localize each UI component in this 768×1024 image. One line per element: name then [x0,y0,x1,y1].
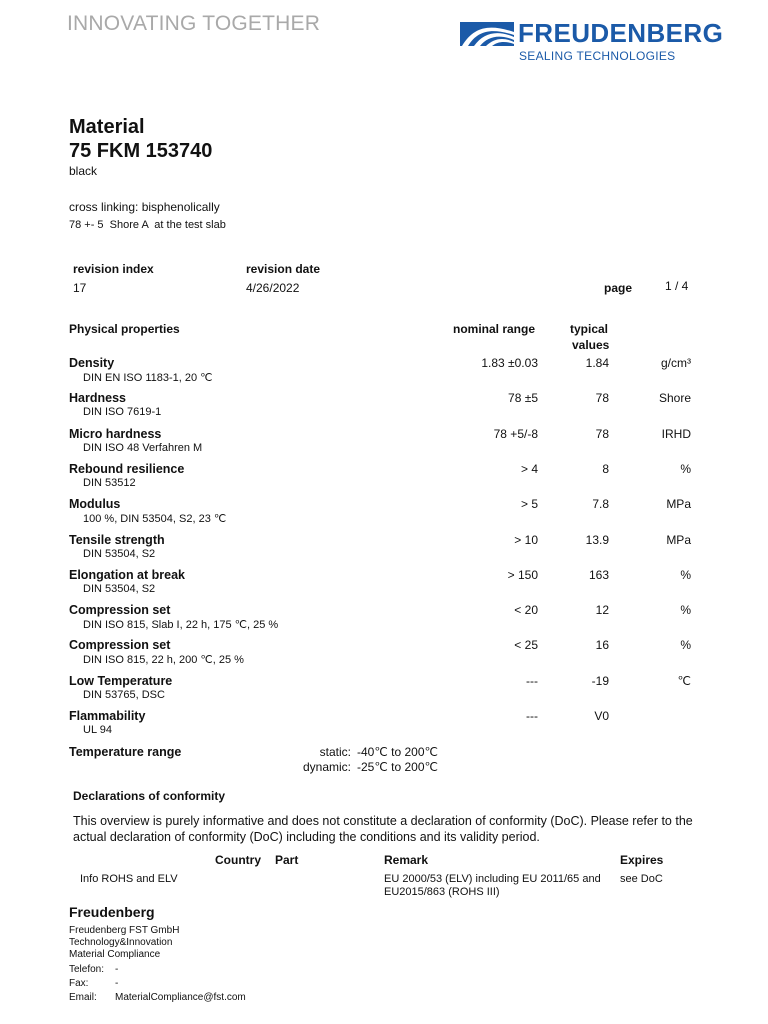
property-nominal: > 5 [520,497,538,512]
property-name: Density [69,356,115,370]
col-expires: Expires [620,853,664,867]
property-standard: DIN ISO 48 Verfahren M [83,441,203,454]
property-name: Elongation at break [69,567,185,582]
footer-email-label: Email: [69,992,97,1003]
property-standard: 100 %, DIN 53504, S2, 23 ℃ [83,513,227,526]
property-typical: 13.9 [585,532,609,547]
property-unit: % [680,461,691,476]
conformity-title: Declarations of conformity [73,789,226,803]
footer-tel-value: - [115,964,119,975]
property-nominal: > 4 [520,461,538,476]
physical-properties-title: Physical properties [69,322,180,336]
hardness-note: 78 +- 5 Shore A at the test slab [69,219,226,231]
revision-date-value: 4/26/2022 [246,281,300,295]
conformity-row-label: Info ROHS and ELV [80,873,178,885]
footer-fax-value: - [115,978,119,989]
nominal-range-header: nominal range [453,322,536,336]
temp-static-value: -40℃ to 200℃ [357,745,438,759]
property-typical: 12 [595,603,609,618]
property-unit: Shore [658,391,691,406]
property-standard: DIN ISO 815, 22 h, 200 ℃, 25 % [83,654,244,667]
page-label: page [604,281,633,295]
temperature-range-label: Temperature range [69,745,182,759]
property-unit: MPa [666,532,691,547]
property-typical: 78 [595,391,609,406]
property-standard: DIN 53504, S2 [83,582,156,595]
footer-line1: Freudenberg FST GmbH [69,925,180,936]
property-standard: DIN EN ISO 1183-1, 20 ℃ [83,372,213,384]
property-nominal: < 25 [514,638,538,653]
property-nominal: > 10 [514,532,538,547]
property-standard: DIN ISO 815, Slab I, 22 h, 175 ℃, 25 % [83,619,279,632]
property-name: Compression set [69,638,171,653]
cross-linking: cross linking: bisphenolically [69,200,220,214]
property-unit: % [680,603,691,618]
brand-name: FREUDENBERG [518,18,724,48]
property-standard: DIN ISO 7619-1 [83,406,162,419]
property-unit: % [680,567,691,582]
property-name: Modulus [69,497,121,512]
property-name: Hardness [69,391,126,406]
tagline: INNOVATING TOGETHER [67,12,321,35]
property-name: Compression set [69,603,171,618]
temp-dynamic-label: dynamic: [302,760,351,774]
conformity-text: This overview is purely informative and does not constitute a declaration of conformity (DoC). Please refer to the actual declaration of conformity (DoC) including the conditions and its validity period. [73,814,693,844]
property-unit: IRHD [661,426,691,441]
property-typical: 163 [588,567,609,582]
property-typical: -19 [591,673,609,688]
property-typical: 7.8 [592,497,609,512]
revision-index-value: 17 [73,281,87,295]
property-nominal: --- [526,673,538,688]
property-standard: UL 94 [83,724,112,736]
property-name: Micro hardness [69,426,162,441]
freudenberg-logo-icon [460,22,514,46]
property-name: Low Temperature [69,673,173,688]
footer-tel-label: Telefon: [69,964,105,975]
material-color: black [69,164,98,178]
property-typical: 16 [595,638,609,653]
property-standard: DIN 53512 [83,476,136,489]
property-nominal: 78 ±5 [508,391,538,406]
footer-address [69,925,179,961]
col-remark: Remark [384,853,429,867]
material-label: Material [69,116,145,138]
footer-line3: Material Compliance [69,949,161,960]
property-nominal: > 150 [507,567,538,582]
typical-values-header-line1: typical [570,322,609,336]
property-nominal: --- [526,709,538,723]
property-typical: 1.84 [585,356,609,370]
col-part: Part [275,853,299,867]
material-code: 75 FKM 153740 [69,140,213,162]
property-standard: DIN 53765, DSC [83,688,165,701]
temp-static-label: static: [319,745,351,759]
conformity-row-expires: see DoC [620,873,663,885]
typical-values-header-line2: values [572,338,610,352]
property-unit: % [680,638,691,653]
temp-dynamic-value: -25℃ to 200℃ [357,760,438,774]
footer-line2: Technology&Innovation [69,937,173,948]
footer-fax-label: Fax: [69,978,89,989]
property-nominal: < 20 [514,603,538,618]
property-typical: V0 [594,709,609,723]
property-unit: g/cm³ [661,356,691,370]
property-name: Flammability [69,709,146,723]
property-nominal: 1.83 ±0.03 [481,356,538,370]
revision-date-label: revision date [246,262,321,276]
property-nominal: 78 +5/-8 [493,426,538,441]
brand-subtitle: SEALING TECHNOLOGIES [519,49,676,63]
conformity-row-remark: EU 2000/53 (ELV) including EU 2011/65 and EU2015/863 (ROHS III) [384,873,601,898]
property-standard: DIN 53504, S2 [83,547,156,560]
page-value: 1 / 4 [665,279,689,293]
property-unit: ℃ [677,673,691,688]
property-name: Rebound resilience [69,461,185,476]
col-country: Country [215,853,261,867]
property-unit: MPa [666,497,691,512]
footer-email-value[interactable]: MaterialCompliance@fst.com [115,992,246,1003]
footer-company: Freudenberg [69,904,155,920]
property-typical: 8 [602,461,609,476]
freudenberg-logo [460,18,724,68]
property-typical: 78 [595,426,609,441]
revision-index-label: revision index [73,262,154,276]
property-name: Tensile strength [69,532,165,547]
